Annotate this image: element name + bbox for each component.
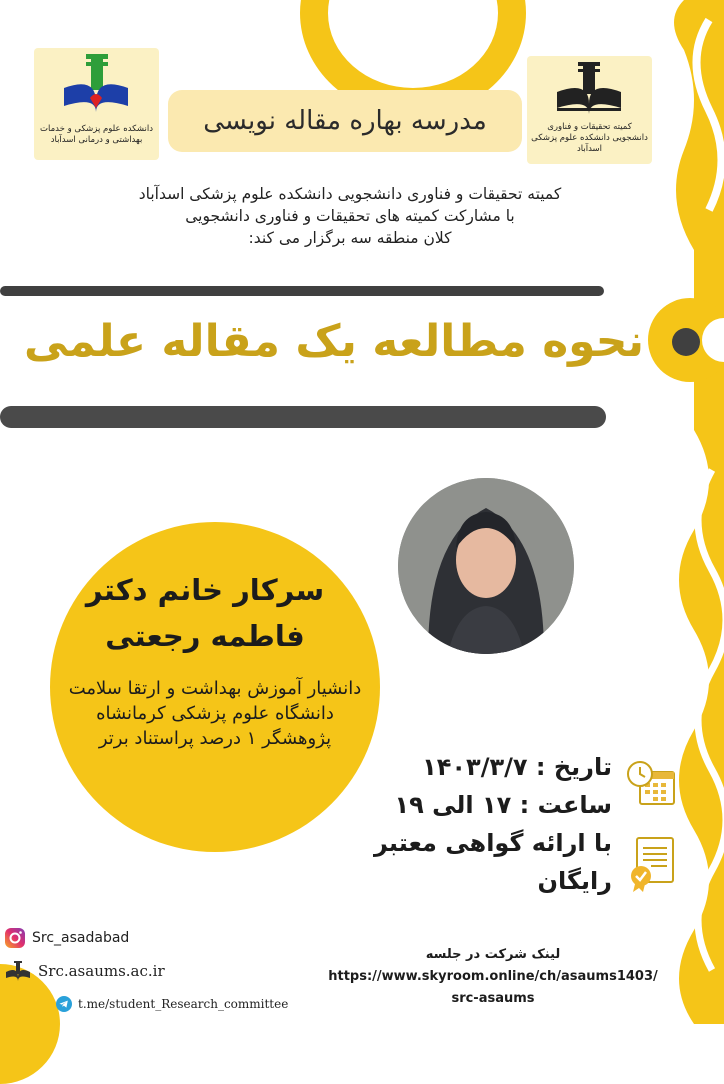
- speaker-detail-3: پژوهشگر ۱ درصد پراستناد برتر: [98, 728, 332, 749]
- speaker-details: [50, 676, 380, 751]
- event-price: رایگان: [537, 867, 612, 895]
- speaker-photo: [398, 478, 574, 654]
- bottom-left-yellow-corner: [0, 964, 60, 1084]
- event-date: تاریخ : ۱۴۰۳/۳/۷: [422, 753, 612, 781]
- school-name-pill: [168, 90, 522, 152]
- university-logo-icon: [34, 50, 159, 120]
- speaker-portrait-icon: [398, 478, 574, 654]
- intro-line-3: کلان منطقه سه برگزار می کند:: [248, 229, 452, 247]
- certificate-icon: [627, 836, 677, 892]
- instagram-handle: Src_asadabad: [32, 930, 130, 946]
- instagram-icon: [4, 927, 26, 949]
- right-logo-caption: کمیته تحقیقات و فناوری دانشجویی دانشکده علوم پزشکی اسدآباد: [531, 122, 648, 154]
- left-logo-caption: دانشکده علوم پزشکی و خدمات بهداشتی و درمانی اسدآباد: [40, 124, 153, 145]
- university-logo-icon: [4, 960, 32, 982]
- session-link-block: [318, 944, 668, 1010]
- speaker-detail-2: دانشگاه علوم پزشکی کرمانشاه: [96, 703, 334, 724]
- left-logo: [34, 48, 159, 160]
- school-name: مدرسه بهاره مقاله نویسی: [203, 106, 487, 136]
- event-time: ساعت : ۱۷ الی ۱۹: [394, 791, 612, 819]
- speaker-detail-1: دانشیار آموزش بهداشت و ارتقا سلامت: [68, 678, 362, 699]
- bottom-divider-bar: [0, 406, 606, 428]
- right-logo: [527, 56, 652, 164]
- top-divider-bar: [0, 286, 604, 296]
- speaker-name-block: [60, 567, 350, 659]
- calendar-clock-icon: [626, 760, 676, 806]
- intro-line-1: کمیته تحقیقات و فناوری دانشجویی دانشکده علوم پزشکی اسدآباد: [138, 185, 562, 203]
- session-link-url-1[interactable]: https://www.skyroom.online/ch/asaums1403/: [328, 969, 658, 984]
- website-url: Src.asaums.ac.ir: [38, 962, 165, 980]
- speaker-name: فاطمه رجعتی: [105, 619, 305, 653]
- session-link-url-2[interactable]: src-asaums: [451, 991, 535, 1006]
- intro-line-2: با مشارکت کمیته های تحقیقات و فناوری دانشجویی: [185, 207, 515, 225]
- event-certificate: با ارائه گواهی معتبر: [373, 829, 612, 857]
- telegram-icon: [56, 996, 72, 1012]
- event-info: [373, 748, 612, 900]
- speaker-honorific: سرکار خانم دکتر: [85, 573, 325, 607]
- session-link-label: لینک شرکت در جلسه: [425, 947, 561, 962]
- research-committee-logo-icon: [527, 58, 652, 120]
- instagram-contact[interactable]: [4, 927, 129, 949]
- telegram-contact[interactable]: [56, 996, 288, 1012]
- intro-text: [100, 183, 600, 249]
- page-title: نحوه مطالعه یک مقاله علمی: [24, 316, 644, 367]
- website-contact[interactable]: [4, 960, 165, 982]
- telegram-link: t.me/student_Research_committee: [78, 997, 289, 1011]
